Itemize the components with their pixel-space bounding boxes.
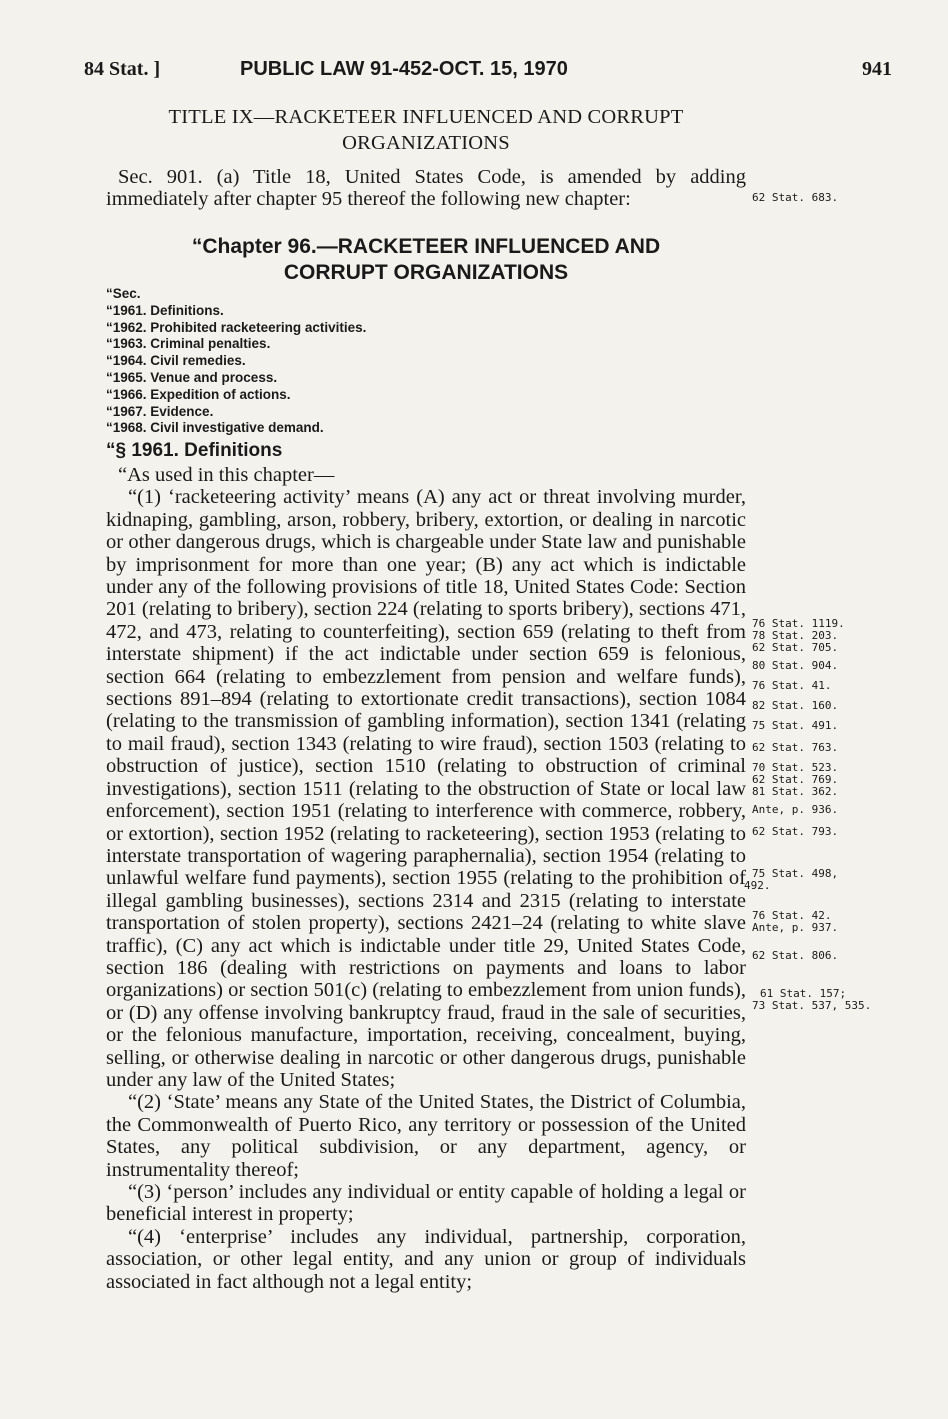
- public-law-title: PUBLIC LAW 91-452-OCT. 15, 1970: [240, 58, 568, 80]
- toc-item: “1962. Prohibited racketeering activities.: [106, 319, 367, 335]
- margin-note: 62 Stat. 793.: [752, 825, 839, 838]
- margin-note: 76 Stat. 1119.: [752, 617, 845, 630]
- margin-note: 62 Stat. 769.: [752, 773, 839, 786]
- margin-note: 82 Stat. 160.: [752, 699, 839, 712]
- section-1961-heading: “§ 1961. Definitions: [106, 440, 283, 461]
- toc-item: “1961. Definitions.: [106, 302, 224, 318]
- margin-note: 78 Stat. 203.: [752, 629, 839, 642]
- chapter-heading: [106, 234, 746, 286]
- margin-note: 62 Stat. 806.: [752, 949, 839, 962]
- stat-volume: 84 Stat. ]: [84, 58, 161, 80]
- margin-note: 76 Stat. 41.: [752, 679, 832, 692]
- margin-note: 75 Stat. 491.: [752, 719, 839, 732]
- page-number: 941: [862, 58, 892, 80]
- chapter-line-1: “Chapter 96.—RACKETEER INFLUENCED AND: [191, 235, 661, 258]
- margin-note: 81 Stat. 362.: [752, 785, 839, 798]
- margin-note: 62 Stat. 705.: [752, 641, 839, 654]
- page-header: [84, 58, 892, 88]
- toc-item: “1968. Civil investigative demand.: [106, 420, 324, 436]
- title-line-1: TITLE IX—RACKETEER INFLUENCED AND CORRUPT: [168, 106, 684, 128]
- section-901-text: [106, 166, 746, 211]
- margin-note: 80 Stat. 904.: [752, 659, 839, 672]
- margin-note: Ante, p. 937.: [752, 921, 839, 934]
- margin-note: 76 Stat. 42.: [752, 909, 832, 922]
- definition-1: “(1) ‘racketeering activity’ means (A) any act or threat involving murder, kidnaping, gambling, arson, robbery, bribery, extortion, or dealing in narcotic or other dangerous drugs, which is chargeable under State law and punishable by imprisonment for more than one year; (B) any act which is indictable under any of the following provisions of title 18, United States Code: Section 201 (relating to bribery), section 224 (relating to sports bribery), sections 471, 472, and 473, relating to counterfeiting), section 659 (relating to theft from interstate shipment) if the act indictable under section 659 is felonious, section 664 (relating to embezzlement from pension and welfare funds), sections 891–894 (relating to extortionate credit transactions), section 1084 (relating to the transmission of gambling information), section 1341 (relating to mail fraud), section 1343 (relating to wire fraud), section 1503 (relating to obstruction of justice), section 1510 (relating to obstruction of criminal investigations), section 1511 (relating to the obstruction of State or local law enforcement), section 1951 (relating to interference with commerce, robbery, or extortion), section 1952 (relating to racketeering), section 1953 (relating to interstate transportation of wagering paraphernalia), section 1954 (relating to unlawful welfare fund payments), section 1955 (relating to the prohibition of illegal gambling businesses), sections 2314 and 2315 (relating to interstate transportation of stolen property), sections 2421–24 (relating to white slave traffic), (C) any act which is indictable under title 29, United States Code, section 186 (dealing with restrictions on payments and loans to labor organizations) or section 501(c) (relating to embezzlement from union funds), or (D) any offense involving bankruptcy fraud, fraud in the sale of securities, or the felonious manufacture, importation, receiving, concealment, buying, selling, or otherwise dealing in narcotic or other dangerous drugs, punishable under any law of the United States;: [106, 486, 746, 1091]
- definition-3: “(3) ‘person’ includes any individual or entity capable of holding a legal or beneficial interest in property;: [106, 1181, 746, 1226]
- toc-item: “1966. Expedition of actions.: [106, 386, 291, 402]
- toc-item: “1967. Evidence.: [106, 403, 214, 419]
- margin-note: 62 Stat. 683.: [752, 191, 839, 204]
- margin-note: 62 Stat. 763.: [752, 741, 839, 754]
- definition-4: “(4) ‘enterprise’ includes any individual, partnership, corporation, association, or other legal entity, and any union or group of individuals associated in fact although not a legal entity;: [106, 1225, 746, 1293]
- section-901-paragraph: Sec. 901. (a) Title 18, United States Code, is amended by adding immediately after chapter 95 thereof the following new chapter:: [106, 166, 746, 211]
- toc-item: “1963. Criminal penalties.: [106, 336, 271, 352]
- definitions-intro: “As used in this chapter—: [118, 464, 335, 486]
- margin-note: Ante, p. 936.: [752, 803, 839, 816]
- margin-note: 75 Stat. 498,: [752, 867, 839, 880]
- toc-item: “1965. Venue and process.: [106, 369, 278, 385]
- title-heading: [106, 104, 746, 156]
- chapter-line-2: CORRUPT ORGANIZATIONS: [283, 261, 569, 284]
- table-of-sections: [106, 286, 746, 437]
- toc-item: “1964. Civil remedies.: [106, 353, 246, 369]
- margin-note: 492.: [744, 879, 771, 892]
- margin-note: 61 Stat. 157;: [760, 987, 847, 1000]
- definitions-text: [106, 464, 746, 1293]
- toc-item: “Sec.: [106, 286, 141, 301]
- definition-2: “(2) ‘State’ means any State of the United States, the District of Columbia, the Commonwealth of Puerto Rico, any territory or possession of the United States, any political subdivision, or any department, agency, or instrumentality thereof;: [106, 1091, 746, 1181]
- margin-note: 73 Stat. 537, 535.: [752, 999, 872, 1012]
- margin-note: 70 Stat. 523.: [752, 761, 839, 774]
- title-line-2: ORGANIZATIONS: [342, 132, 510, 154]
